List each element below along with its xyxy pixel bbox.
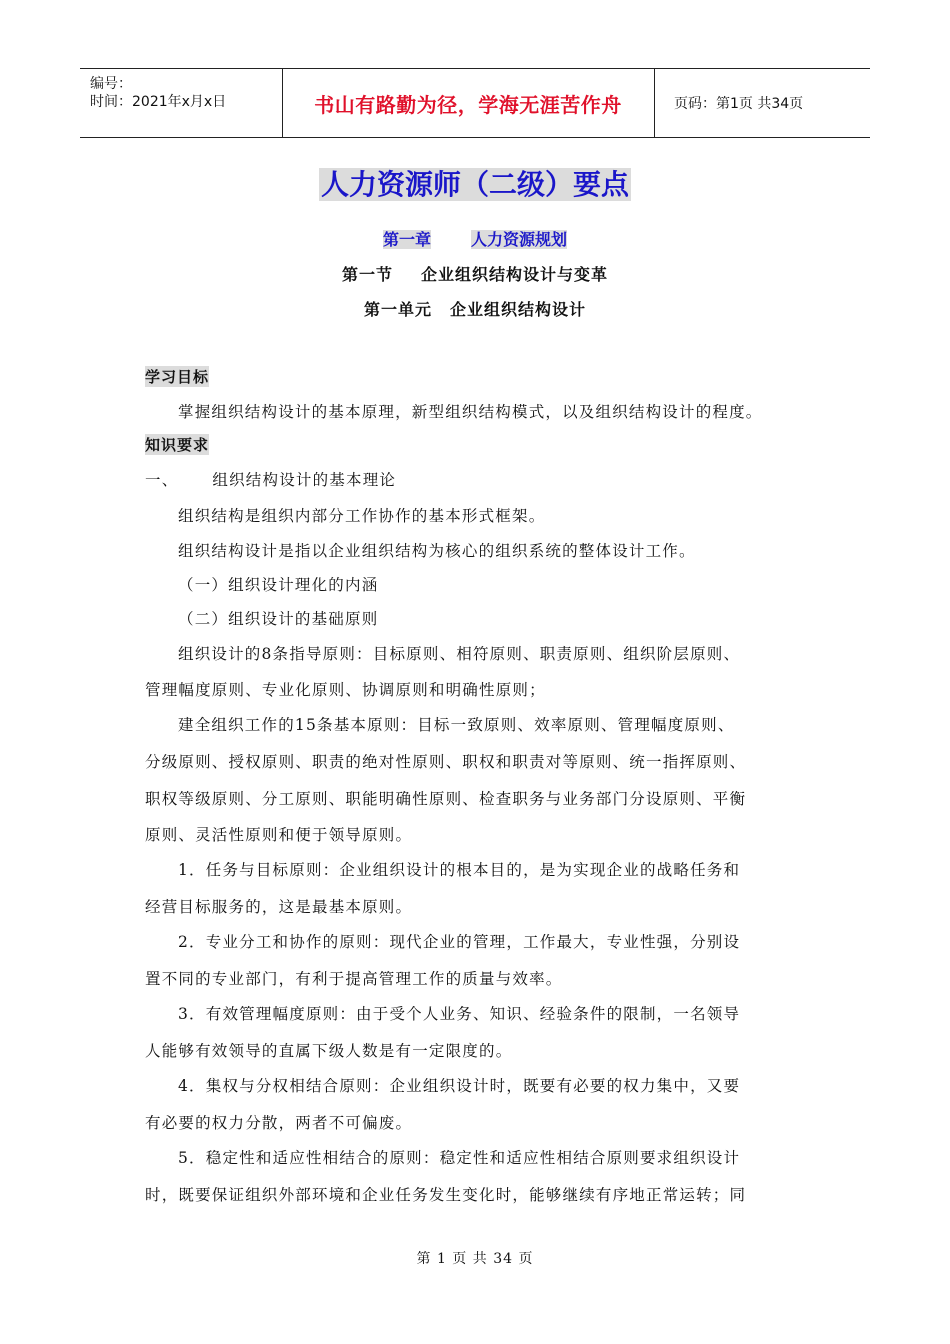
item1-title: 组织结构设计的基本理论: [212, 471, 397, 489]
knowledge-label: 知识要求: [145, 436, 210, 454]
paragraph-4-line-2: 分级原则、授权原则、职责的绝对性原则、职权和职责对等原则、统一指挥原则、: [145, 753, 747, 771]
study-goal-label: 学习目标: [145, 368, 210, 386]
paragraph-4-line-4: 原则、灵活性原则和便于领导原则。: [145, 826, 413, 844]
paragraph-4-line-3: 职权等级原则、分工原则、职能明确性原则、检查职务与业务部门分设原则、平衡: [145, 790, 747, 808]
page-footer: 第 1 页 共 34 页: [416, 1251, 534, 1267]
document-title: [0, 163, 950, 203]
subheading-1: （一）组织设计理化的内涵: [178, 576, 379, 594]
header-page-code: [664, 69, 870, 137]
rule-3-line-1: 3．有效管理幅度原则：由于受个人业务、知识、经验条件的限制，一名领导: [178, 1005, 741, 1023]
page-header: [80, 68, 870, 138]
rule-5-line-1: 5．稳定性和适应性相结合的原则：稳定性和适应性相结合原则要求组织设计: [178, 1149, 741, 1167]
section-name: 企业组织结构设计与变革: [421, 265, 609, 284]
item1-number: 一、: [145, 471, 179, 489]
header-meta: [80, 69, 283, 137]
paragraph-2: 组织结构设计是指以企业组织结构为核心的组织系统的整体设计工作。: [178, 542, 696, 560]
rule-1-line-1: 1．任务与目标原则：企业组织设计的根本目的，是为实现企业的战略任务和: [178, 861, 741, 879]
study-goal-text: 掌握组织结构设计的基本原理，新型组织结构模式，以及组织结构设计的程度。: [178, 403, 763, 421]
section-heading: [0, 262, 950, 285]
chapter-heading: [0, 227, 950, 250]
paragraph-3-line-1: 组织设计的8条指导原则：目标原则、相符原则、职责原则、组织阶层原则、: [178, 645, 741, 663]
rule-2-line-2: 置不同的专业部门，有利于提高管理工作的质量与效率。: [145, 970, 563, 988]
header-motto: 书山有路勤为径，学海无涯苦作舟: [282, 69, 655, 137]
section-number: 第一节: [341, 265, 393, 284]
rule-2-line-1: 2．专业分工和协作的原则：现代企业的管理，工作最大，专业性强，分别设: [178, 933, 741, 951]
chapter-name: 人力资源规划: [471, 230, 568, 249]
rule-3-line-2: 人能够有效领导的直属下级人数是有一定限度的。: [145, 1042, 513, 1060]
time-label: 时间：2021年x月x日: [90, 94, 227, 110]
paragraph-3-line-2: 管理幅度原则、专业化原则、协调原则和明确性原则；: [145, 681, 546, 699]
page-code-text: 页码：第1页 共34页: [674, 96, 804, 112]
unit-number: 第一单元: [363, 300, 432, 319]
paragraph-4-line-1: 建全组织工作的15条基本原则：目标一致原则、效率原则、管理幅度原则、: [178, 716, 735, 734]
item1-heading: [145, 468, 810, 490]
unit-heading: [0, 297, 950, 320]
document-title-text: 人力资源师（二级）要点: [320, 168, 629, 201]
rule-4-line-1: 4．集权与分权相结合原则：企业组织设计时，既要有必要的权力集中，又要: [178, 1077, 741, 1095]
number-label: 编号：: [90, 76, 132, 92]
rule-5-line-2: 时，既要保证组织外部环境和企业任务发生变化时，能够继续有序地正常运转；同: [145, 1186, 747, 1204]
unit-name: 企业组织结构设计: [450, 300, 587, 319]
paragraph-1: 组织结构是组织内部分工作协作的基本形式框架。: [178, 507, 546, 525]
subheading-2: （二）组织设计的基础原则: [178, 610, 379, 628]
rule-4-line-2: 有必要的权力分散，两者不可偏废。: [145, 1114, 413, 1132]
rule-1-line-2: 经营目标服务的，这是最基本原则。: [145, 898, 413, 916]
chapter-number: 第一章: [382, 230, 431, 249]
